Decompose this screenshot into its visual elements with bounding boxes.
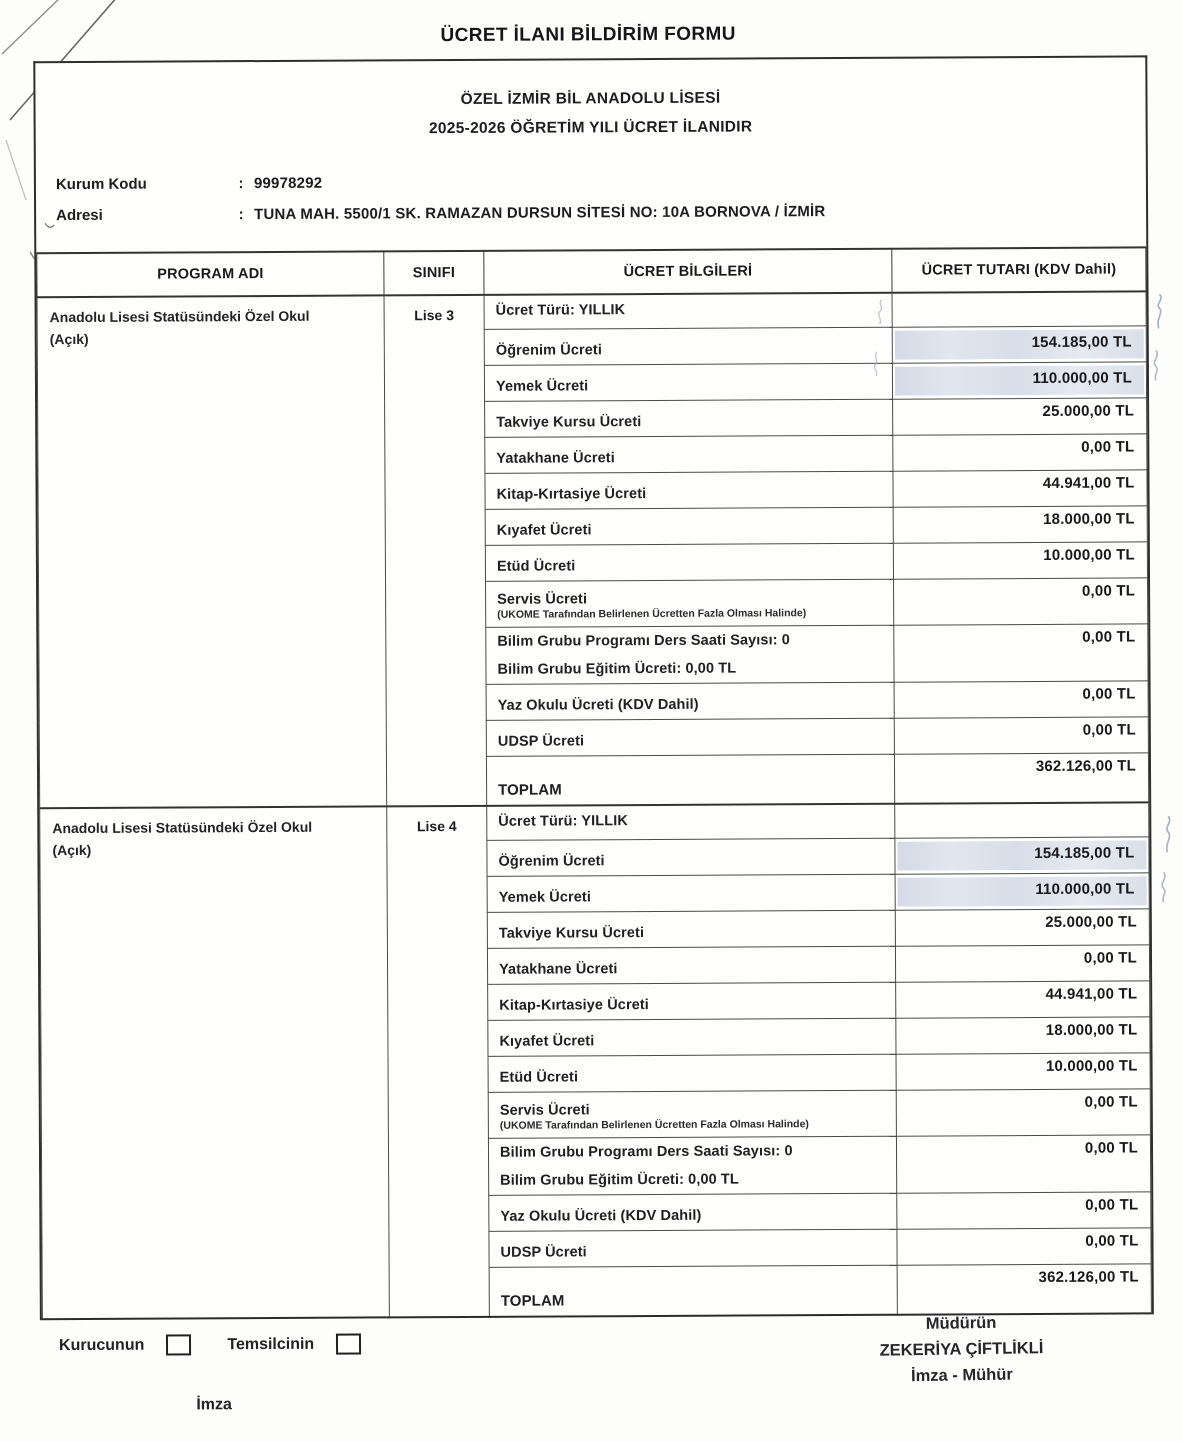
program-name-cell <box>40 806 390 1319</box>
kurucunun-checkbox[interactable] <box>166 1334 191 1355</box>
fee-label: UDSP Ücreti <box>500 1243 587 1261</box>
fee-label-cell <box>489 1229 897 1267</box>
fee-label-cell <box>489 1265 897 1317</box>
fee-label-cell <box>484 293 892 329</box>
fee-label: Yaz Okulu Ücreti (KDV Dahil) <box>497 696 699 714</box>
fee-amount-cell <box>897 1191 1151 1228</box>
fee-amount-cell <box>893 433 1147 470</box>
fee-amount: 362.126,00 TL <box>1035 756 1137 775</box>
fee-amount: 0,00 TL <box>1083 948 1138 967</box>
fee-amount-cell <box>896 1052 1150 1089</box>
fee-amount <box>1134 301 1146 305</box>
fee-amount-cell <box>893 397 1147 434</box>
field-colon: : <box>238 175 244 193</box>
fee-label: Takviye Kursu Ücreti <box>498 924 645 942</box>
fee-label-cell <box>486 625 894 684</box>
fee-amount: 10.000,00 TL <box>1045 1056 1138 1075</box>
fee-amount-cell <box>894 623 1148 681</box>
col-header-sinif: SINIFI <box>384 251 484 296</box>
fee-label: Servis Ücreti <box>499 1101 590 1119</box>
school-name: ÖZEL İZMİR BİL ANADOLU LİSESİ <box>460 89 721 108</box>
fee-amount: 44.941,00 TL <box>1045 984 1138 1003</box>
fee-label: Ücret Türü: YILLIK <box>495 302 626 320</box>
fee-amount-cell <box>895 944 1149 981</box>
fee-amount: 0,00 TL <box>1081 581 1136 600</box>
fee-amount: 0,00 TL <box>1082 627 1136 646</box>
fee-label: TOPLAM <box>498 781 562 799</box>
fee-label: Öğrenim Ücreti <box>495 341 603 359</box>
pen-mark <box>1148 349 1164 381</box>
fee-amount-cell <box>896 1088 1150 1135</box>
fee-label: Yaz Okulu Ücreti (KDV Dahil) <box>500 1207 702 1225</box>
form-body-box <box>33 55 1154 1320</box>
fee-amount-cell <box>895 908 1149 945</box>
imza-muhur-label: İmza - Mühür <box>910 1365 1013 1386</box>
fee-label: Yatakhane Ücreti <box>499 960 618 978</box>
fee-row <box>40 802 1149 842</box>
kurucunun-label: Kurucunun <box>58 1336 145 1354</box>
fee-label: Ücret Türü: YILLIK <box>498 813 628 831</box>
fee-label-cell <box>485 399 893 437</box>
fee-amount-cell <box>896 1134 1150 1192</box>
kurum-kodu-value: 99978292 <box>253 174 323 193</box>
field-colon: : <box>238 206 244 224</box>
fee-amount-cell <box>893 469 1147 506</box>
fee-amount: 0,00 TL <box>1084 1138 1139 1157</box>
fee-label: Öğrenim Ücreti <box>498 852 605 870</box>
fee-amount: 18.000,00 TL <box>1045 1020 1138 1039</box>
fee-label: Kıyafet Ücreti <box>496 521 592 539</box>
fee-label-cell <box>488 1054 896 1092</box>
fee-amount-cell <box>893 541 1147 578</box>
fee-amount: 154.185,00 TL <box>1031 332 1132 351</box>
header-fields <box>56 170 1146 238</box>
fee-amount: 0,00 TL <box>1082 684 1136 703</box>
program-section-2 <box>40 802 1152 1319</box>
fee-amount-cell <box>892 361 1146 398</box>
fee-label-cell <box>484 363 892 401</box>
fee-amount: 0,00 TL <box>1085 1195 1139 1214</box>
col-header-ucret-bilgileri: ÜCRET BİLGİLERİ <box>484 249 892 295</box>
fee-amount-cell <box>895 836 1149 873</box>
imza-label: İmza <box>196 1396 232 1414</box>
fee-amount: 0,00 TL <box>1082 720 1136 739</box>
fee-amount-cell <box>896 980 1150 1017</box>
program-name-cell <box>37 295 387 808</box>
fee-amount: 25.000,00 TL <box>1045 912 1137 931</box>
fee-label: Etüd Ücreti <box>499 1068 579 1086</box>
program-status: (Açık) <box>52 841 92 858</box>
fee-amount-cell <box>894 680 1148 717</box>
temsilcinin-label: Temsilcinin <box>227 1335 315 1353</box>
col-header-ucret-tutari: ÜCRET TUTARI (KDV Dahil) <box>892 247 1146 292</box>
fee-amount: 18.000,00 TL <box>1043 509 1135 528</box>
fee-amount-cell <box>894 752 1148 803</box>
fee-table-header <box>37 247 1146 297</box>
fee-amount: 0,00 TL <box>1081 437 1135 456</box>
temsilcinin-checkbox[interactable] <box>336 1334 361 1355</box>
adresi-row <box>56 201 1146 238</box>
fee-row <box>37 291 1146 331</box>
fee-label: Takviye Kursu Ücreti <box>496 413 642 431</box>
fee-label-line2: Bilim Grubu Eğitim Ücreti: 0,00 TL <box>497 660 737 678</box>
fee-amount: 110.000,00 TL <box>1032 368 1133 387</box>
fee-amount: 110.000,00 TL <box>1035 879 1135 898</box>
fee-amount-cell <box>892 291 1146 326</box>
fee-amount: 0,00 TL <box>1084 1092 1138 1111</box>
fee-label-cell <box>487 838 895 876</box>
fee-label: Yemek Ücreti <box>498 888 592 906</box>
fee-label-cell <box>484 327 892 365</box>
pen-mark <box>1150 293 1168 329</box>
fee-label-cell <box>487 946 895 984</box>
fee-label: Kitap-Kırtasiye Ücreti <box>499 996 649 1014</box>
year-subtitle: 2025-2026 ÖĞRETİM YILI ÜCRET İLANIDIR <box>428 118 753 138</box>
adresi-label: Adresi <box>56 206 103 225</box>
footer <box>4 1313 1182 1439</box>
fee-label-cell <box>486 682 894 720</box>
fee-amount: 10.000,00 TL <box>1043 545 1135 564</box>
fee-label: Etüd Ücreti <box>496 557 576 575</box>
principal-signature-block <box>848 1313 1074 1395</box>
fee-label-line2: Bilim Grubu Eğitim Ücreti: 0,00 TL <box>500 1171 739 1189</box>
program-status: (Açık) <box>49 330 89 347</box>
fee-label-cell <box>488 1090 896 1138</box>
program-name: Anadolu Lisesi Statüsündeki Özel Okul <box>52 818 313 837</box>
fee-label: Kitap-Kırtasiye Ücreti <box>496 485 647 503</box>
fee-label-note: (UKOME Tarafından Belirlenen Ücretten Fazla Olması Halinde) <box>499 1117 809 1132</box>
fee-amount-cell <box>893 505 1147 542</box>
fee-label: UDSP Ücreti <box>497 732 585 750</box>
form-title: ÜCRET İLANI BİLDİRİM FORMU <box>440 23 736 47</box>
program-section-1 <box>37 291 1149 808</box>
fee-amount: 0,00 TL <box>1085 1231 1139 1250</box>
fee-amount-cell <box>895 872 1149 909</box>
fee-label-cell <box>487 804 895 840</box>
fee-amount: 25.000,00 TL <box>1042 401 1135 420</box>
fee-amount: 44.941,00 TL <box>1042 473 1135 492</box>
kurum-kodu-label: Kurum Kodu <box>55 175 147 194</box>
pen-mark <box>1156 871 1172 903</box>
col-header-program: PROGRAM ADI <box>37 251 384 297</box>
fee-amount-cell <box>894 577 1148 624</box>
fee-label-cell <box>488 1136 896 1195</box>
fee-label-cell <box>485 543 893 581</box>
fee-amount-cell <box>892 325 1146 362</box>
fee-amount-cell <box>897 1227 1151 1264</box>
fee-label-cell <box>488 1018 896 1056</box>
fee-label-cell <box>487 910 895 948</box>
fee-label-cell <box>489 1193 897 1231</box>
fee-label: TOPLAM <box>500 1292 565 1310</box>
fee-label-cell <box>486 754 894 806</box>
fee-amount-cell <box>895 802 1149 837</box>
fee-label: Bilim Grubu Programı Ders Saati Sayısı: 0 <box>497 631 790 650</box>
fee-amount-cell <box>894 716 1148 753</box>
adresi-value: TUNA MAH. 5500/1 SK. RAMAZAN DURSUN SİTESİ NO: 10A BORNOVA / İZMİR <box>254 203 826 224</box>
fee-amount-cell <box>896 1016 1150 1053</box>
program-name: Anadolu Lisesi Statüsündeki Özel Okul <box>49 307 310 326</box>
fee-label: Servis Ücreti <box>497 590 588 608</box>
pen-mark <box>1158 815 1176 853</box>
fee-amount: 362.126,00 TL <box>1038 1267 1139 1286</box>
fee-label-cell <box>485 507 893 545</box>
signature-row <box>59 1334 361 1357</box>
fee-label-cell <box>487 874 895 912</box>
fee-label: Kıyafet Ücreti <box>499 1032 595 1050</box>
mudurun-label: Müdürün <box>925 1313 997 1333</box>
fee-label: Yemek Ücreti <box>495 377 589 395</box>
fee-label-note: (UKOME Tarafından Belirlenen Ücretten Fazla Olması Halinde) <box>497 606 807 621</box>
fee-amount-cell <box>897 1263 1151 1314</box>
fee-label: Bilim Grubu Programı Ders Saati Sayısı: 0 <box>499 1142 793 1161</box>
fee-label-cell <box>486 579 894 627</box>
fee-table <box>36 246 1152 1320</box>
class-level-cell: Lise 4 <box>387 806 490 1318</box>
fee-label-cell <box>485 435 893 473</box>
principal-name: ZEKERİYA ÇİFTLİKLİ <box>879 1339 1044 1360</box>
fee-label: Yatakhane Ücreti <box>496 449 615 467</box>
class-level-cell: Lise 3 <box>384 295 487 807</box>
fee-label-cell <box>488 982 896 1020</box>
fee-amount: 154.185,00 TL <box>1034 843 1135 862</box>
fee-amount <box>1136 812 1148 816</box>
fee-label-cell <box>485 471 893 509</box>
fee-label-cell <box>486 718 894 756</box>
